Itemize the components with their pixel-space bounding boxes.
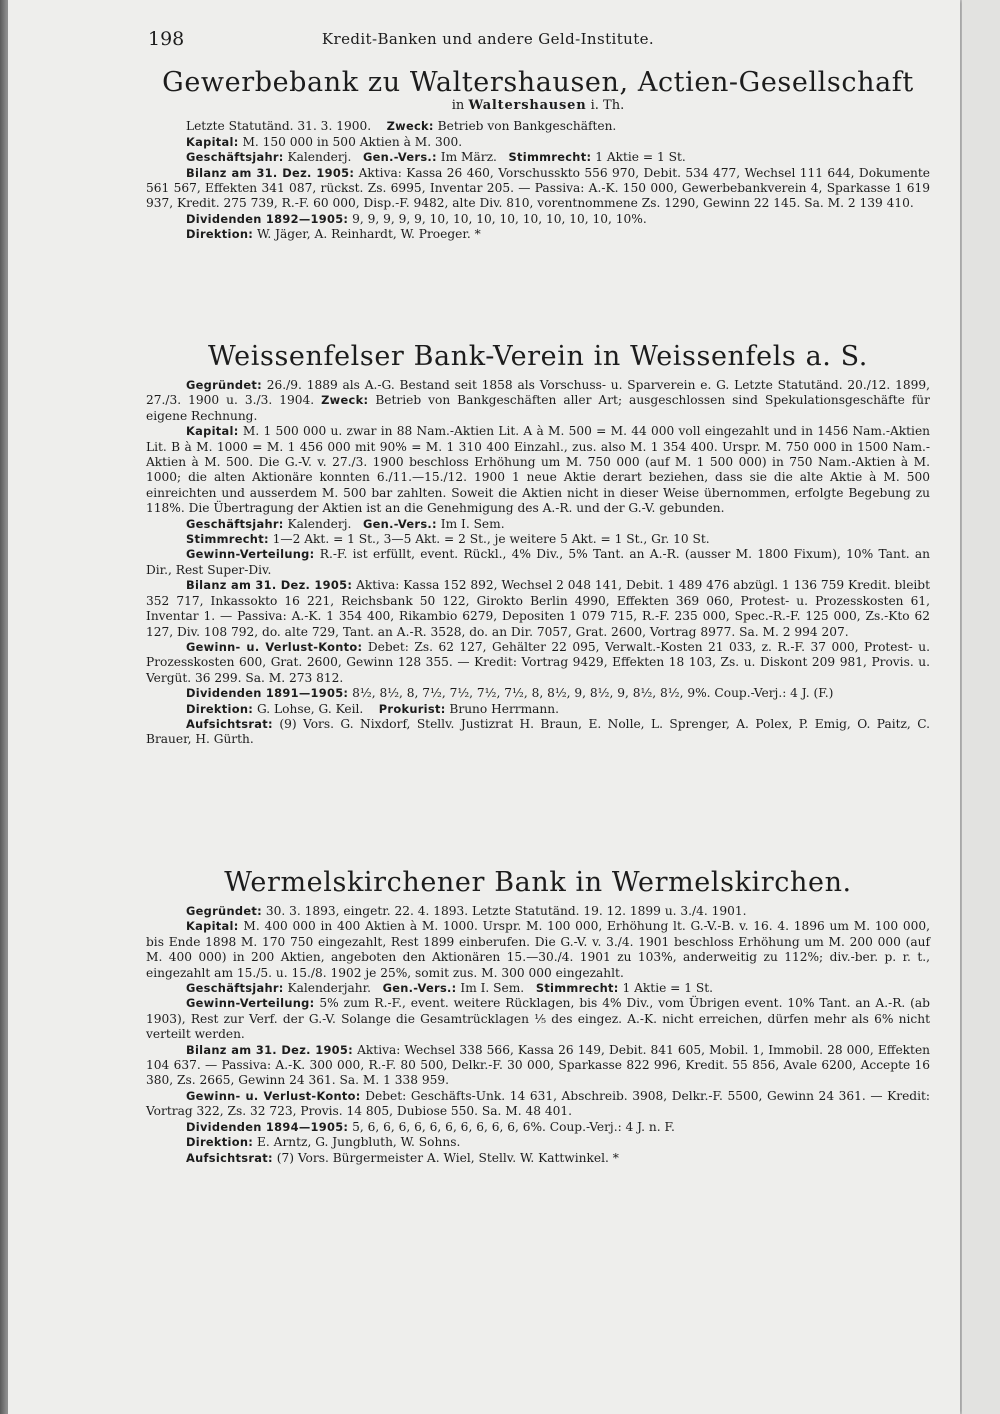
entry-capital: Kapital: M. 1 500 000 u. zwar in 88 Nam.-Aktien Lit. A à M. 500 = M. 44 000 voll eingezahlt und in 1456 Nam.-Aktien Lit. B à M. 1000 = M. 1 456 000 mit 90% = M. 1 310 400 Einzahl., zus. also M. 1 354 400. Urspr. M. 750 000 in 1500 Nam.-Aktien à M. 500. Die G.-V. v. 27./3. 1900 beschloss Erhöhung um M. 750 000 (auf M. 1 500 000) in 750 Nam.-Aktien à M. 1000; die alten Aktionäre konnten 6./11.—15./12. 1900 1 neue Aktie derart beziehen, dass sie die alte Aktie à M. 500 einreichten und ausserdem M. 500 bar zahlten. Soweit die Aktien nicht in dieser Weise übernommen, erfolgte Begebung zu 118%. Die Übertragung der Aktien ist an die Genehmigung des A.-R. und der G.-V. gebunden. (146, 424, 931, 516)
entry-direction: Direktion: G. Lohse, G. Keil. Prokurist: Bruno Herrmann. (186, 701, 560, 716)
entry-profit-loss: Gewinn- u. Verlust-Konto: Debet: Zs. 62 127, Gehälter 22 095, Verwalt.-Kosten 21 033, z. R.-F. 37 000, Protest- u. Prozesskosten 600, Grat. 2600, Gewinn 128 355. — Kredit: Vortrag 9429, Effekten 18 103, Zs. u. Diskont 209 981, Provis. u. Vergüt. 36 299. Sa. M. 273 812. (146, 639, 930, 685)
page-number: 198 (148, 28, 185, 50)
entry-profit-distribution: Gewinn-Verteilung: 5% zum R.-F., event. weitere Rücklagen, bis 4% Div., vom Übrigen event. 10% Tant. an A.-R. (ab 1903), Rest zur Verf. der G.-V. Solange die Gesamtrücklagen ⅕ des eingez. A.-K. nicht erreichen, dürfen mehr als 6% nicht verteilt werden. (146, 996, 930, 1042)
section-title: Weissenfelser Bank-Verein in Weissenfels a. S. (208, 341, 868, 372)
section-wermelskirchener (146, 868, 930, 1166)
entry-direction: Direktion: W. Jäger, A. Reinhardt, W. Proeger. * (186, 227, 481, 242)
entry-balance: Bilanz am 31. Dez. 1905: Aktiva: Kassa 152 892, Wechsel 2 048 141, Debit. 1 489 476 abzügl. 1 136 759 Kredit. bleibt 352 717, Inkassokto 16 221, Reichsbank 50 122, Girokto Berlin 4990, Effekten 369 060, Protest- u. Prozesskosten 61, Inventar 1. — Passiva: A.-K. 1 354 400, Rikambio 6279, Depositen 1 079 715, R.-F. 235 000, Spec.-R.-F. 125 000, Zs.-Kto 62 127, Div. 108 792, do. alte 729, Tant. an A.-R. 3528, do. an Dir. 7057, Grat. 2600, Vortrag 8977. Sa. M. 2 994 207. (146, 578, 931, 639)
section-title: Wermelskirchener Bank in Wermelskirchen. (224, 867, 852, 898)
section-weissenfelser (146, 342, 930, 748)
entry-balance: Bilanz am 31. Dez. 1905: Aktiva: Kassa 26 460, Vorschusskto 556 970, Debit. 534 477, Wechsel 111 644, Dokumente 561 567, Effekten 341 087, rückst. Zs. 6995, Inventar 205. — Passiva: A.-K. 150 000, Gewerbebankverein 4, Sparkasse 1 619 937, Kredit. 275 739, R.-F. 60 000, Disp.-F. 9482, alte Div. 810, vorentnommene Zs. 1290, Gewinn 22 145. Sa. M. 2 139 410. (146, 165, 931, 211)
entry-profit-distribution: Gewinn-Verteilung: R.-F. ist erfüllt, event. Rückl., 4% Div., 5% Tant. an A.-R. (ausser M. 1800 Fixum), 10% Tant. an Dir., Rest Super-Div. (146, 547, 930, 577)
entry-statute: Letzte Statutänd. 31. 3. 1900. Zweck: Betrieb von Bankgeschäften. (186, 119, 617, 134)
entry-capital: Kapital: M. 150 000 in 500 Aktien à M. 300. (186, 134, 463, 149)
section-gewerbebank (146, 68, 930, 243)
entry-profit-loss: Gewinn- u. Verlust-Konto: Debet: Geschäfts-Unk. 14 631, Abschreib. 3908, Delkr.-F. 5500, Gewinn 24 361. — Kredit: Vortrag 322, Zs. 32 723, Provis. 14 805, Dubiose 550. Sa. M. 48 401. (146, 1088, 931, 1119)
entry-fiscal-year: Geschäftsjahr: Kalenderj. Gen.-Vers.: Im I. Sem. (186, 516, 505, 531)
entry-dividends: Dividenden 1894—1905: 5, 6, 6, 6, 6, 6, 6, 6, 6, 6, 6, 6%. Coup.-Verj.: 4 J. n. F. (186, 1119, 675, 1134)
entry-capital: Kapital: M. 400 000 in 400 Aktien à M. 1000. Urspr. M. 100 000, Erhöhung lt. G.-V.-B. v. 16. 4. 1896 um M. 100 000, bis Ende 1898 M. 170 750 eingezahlt, Rest 1899 einberufen. Die G.-V. v. 3./4. 1901 beschloss Erhöhung um M. 200 000 (auf M. 400 000) in 200 Aktien, angeboten den Aktionären 15.—30./4. 1901 zu 103%, anderweitig zu 112%; div.-ber. p. r. t., eingezahlt am 15./5. u. 15./8. 1902 je 25%, somit zus. M. 300 000 eingezahlt. (146, 919, 931, 980)
entry-founded: Gegründet: 26./9. 1889 als A.-G. Bestand seit 1858 als Vorschuss- u. Sparverein e. G. Letzte Statutänd. 20./12. 1899, 27./3. 1900 u. 3./3. 1904. Zweck: Betrieb von Bankgeschäften aller Art; ausgeschlossen sind Spekulationsgeschäfte für eigene Rechnung. (146, 378, 930, 423)
section-title: Gewerbebank zu Waltershausen, Actien-Gesellschaft (162, 67, 914, 98)
entry-dividends: Dividenden 1891—1905: 8½, 8½, 8, 7½, 7½, 7½, 7½, 8, 8½, 9, 8½, 9, 8½, 8½, 9%. Coup.-Verj.: 4 J. (F.) (186, 686, 834, 701)
entry-fiscal-year: Geschäftsjahr: Kalenderjahr. Gen.-Vers.: Im I. Sem. Stimmrecht: 1 Aktie = 1 St. (186, 981, 714, 996)
entry-direction: Direktion: E. Arntz, G. Jungbluth, W. Sohns. (186, 1135, 461, 1150)
entry-voting: Stimmrecht: 1—2 Akt. = 1 St., 3—5 Akt. = 2 St., je weitere 5 Akt. = 1 St., Gr. 10 St. (186, 532, 710, 547)
book-page (8, 0, 960, 1414)
entry-founded: Gegründet: 30. 3. 1893, eingetr. 22. 4. 1893. Letzte Statutänd. 19. 12. 1899 u. 3./4. 1901. (186, 904, 747, 918)
entry-fiscal-year: Geschäftsjahr: Kalenderj. Gen.-Vers.: Im März. Stimmrecht: 1 Aktie = 1 St. (186, 150, 686, 165)
entry-supervisory-board: Aufsichtsrat: (7) Vors. Bürgermeister A. Wiel, Stellv. W. Kattwinkel. * (186, 1150, 619, 1165)
entry-supervisory-board: Aufsichtsrat: (9) Vors. G. Nixdorf, Stellv. Justizrat H. Braun, E. Nolle, L. Sprenger, A. Polex, P. Emig, O. Paitz, C. Brauer, H. Gürth. (146, 716, 931, 747)
entry-dividends: Dividenden 1892—1905: 9, 9, 9, 9, 9, 10, 10, 10, 10, 10, 10, 10, 10, 10%. (186, 211, 647, 226)
running-title: Kredit-Banken und andere Geld-Institute. (321, 30, 655, 48)
section-subtitle: in Waltershausen i. Th. (451, 98, 625, 113)
entry-balance: Bilanz am 31. Dez. 1905: Aktiva: Wechsel 338 566, Kassa 26 149, Debit. 841 605, Mobil. 1, Immobil. 28 000, Effekten 104 637. — Passiva: A.-K. 300 000, R.-F. 80 500, Delkr.-F. 30 000, Sparkasse 822 996, Kredit. 55 856, Avale 6200, Accepte 16 380, Zs. 2665, Gewinn 24 361. Sa. M. 1 338 959. (146, 1042, 931, 1088)
adjacent-page-edge (962, 0, 1000, 1414)
page-header (148, 28, 828, 52)
